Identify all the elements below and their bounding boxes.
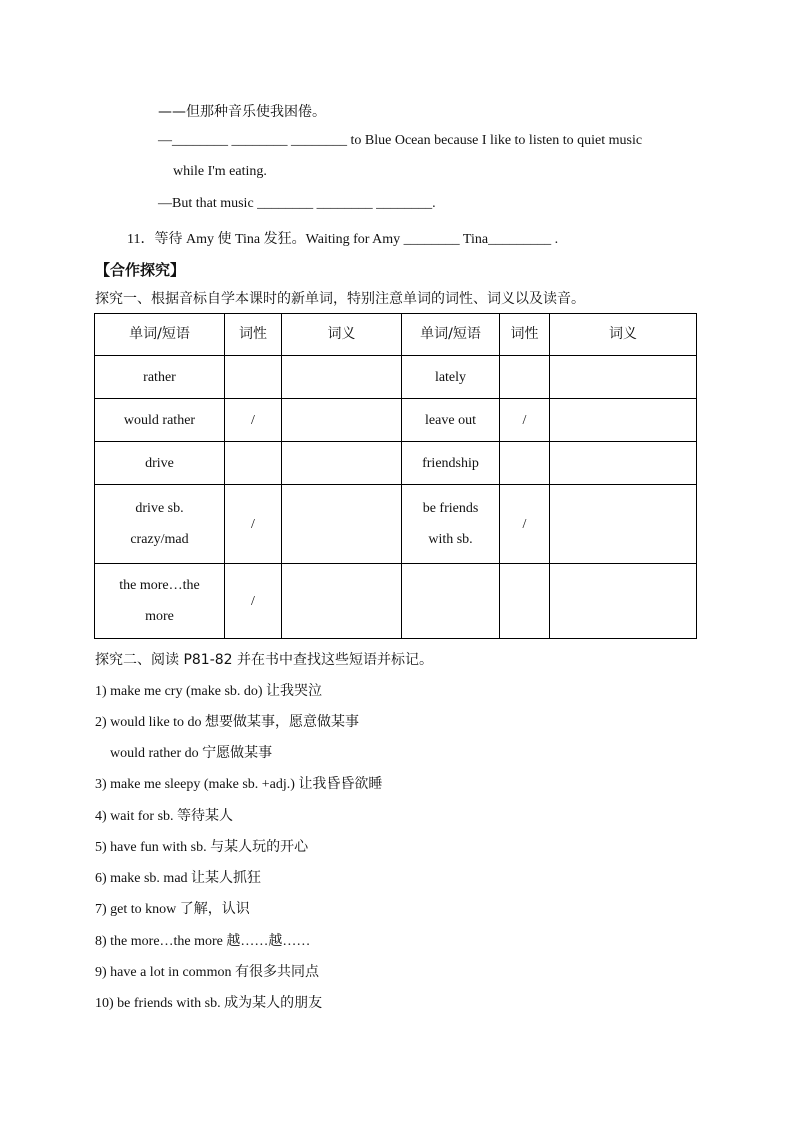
word-line: the more…the bbox=[119, 578, 200, 593]
word-cell: drive bbox=[95, 442, 225, 485]
word-cell: rather bbox=[95, 356, 225, 399]
word-cell: friendship bbox=[402, 442, 500, 485]
pos-cell[interactable] bbox=[500, 564, 550, 639]
phrase-item: 5) have fun with sb. 与某人玩的开心 bbox=[95, 840, 309, 855]
table-row bbox=[95, 485, 697, 564]
pos-cell: / bbox=[500, 485, 550, 564]
meaning-cell[interactable] bbox=[282, 356, 402, 399]
word-line: with sb. bbox=[428, 532, 473, 547]
meaning-cell[interactable] bbox=[550, 442, 697, 485]
word-line: crazy/mad bbox=[130, 532, 189, 547]
table-row bbox=[95, 442, 697, 485]
header-cell: 词义 bbox=[282, 314, 402, 356]
translation-line: ——但那种音乐使我困倦。 bbox=[158, 104, 326, 120]
table-row bbox=[95, 356, 697, 399]
phrase-item: 8) the more…the more 越……越…… bbox=[95, 934, 311, 949]
table-header-row bbox=[95, 314, 697, 356]
word-line: more bbox=[145, 609, 174, 624]
question-11: 11．等待 Amy 使 Tina 发狂。Waiting for Amy ________ Tina_________ . bbox=[127, 232, 559, 247]
phrase-item: 6) make sb. mad 让某人抓狂 bbox=[95, 871, 262, 886]
meaning-cell[interactable] bbox=[550, 564, 697, 639]
word-cell: leave out bbox=[402, 399, 500, 442]
pos-cell: / bbox=[225, 399, 282, 442]
pos-cell[interactable] bbox=[500, 442, 550, 485]
pos-cell: / bbox=[500, 399, 550, 442]
pos-cell[interactable] bbox=[225, 356, 282, 399]
pos-cell: / bbox=[225, 564, 282, 639]
inquiry2-intro: 探究二、阅读 P81-82 并在书中查找这些短语并标记。 bbox=[95, 652, 434, 668]
fill-blank-line: —But that music ________ ________ ________. bbox=[158, 196, 436, 211]
phrase-item: 7) get to know 了解，认识 bbox=[95, 902, 250, 917]
table-row bbox=[95, 564, 697, 639]
word-cell: would rather bbox=[95, 399, 225, 442]
meaning-cell[interactable] bbox=[550, 485, 697, 564]
word-line: be friends bbox=[422, 501, 479, 516]
meaning-cell[interactable] bbox=[282, 485, 402, 564]
word-cell bbox=[95, 564, 225, 639]
header-cell: 词性 bbox=[500, 314, 550, 356]
meaning-cell[interactable] bbox=[282, 442, 402, 485]
header-cell: 词义 bbox=[550, 314, 697, 356]
fill-blank-line: —________ ________ ________ to Blue Ocean because I like to listen to quiet music bbox=[158, 133, 643, 148]
pos-cell[interactable] bbox=[225, 442, 282, 485]
header-cell: 词性 bbox=[225, 314, 282, 356]
phrase-item: 2) would like to do 想要做某事，愿意做某事 bbox=[95, 715, 360, 730]
pos-cell[interactable] bbox=[500, 356, 550, 399]
word-cell[interactable] bbox=[402, 564, 500, 639]
phrase-item: 10) be friends with sb. 成为某人的朋友 bbox=[95, 996, 323, 1011]
table-row bbox=[95, 399, 697, 442]
phrase-item: 3) make me sleepy (make sb. +adj.) 让我昏昏欲睡 bbox=[95, 777, 383, 792]
inquiry1-intro: 探究一、根据音标自学本课时的新单词，特别注意单词的词性、词义以及读音。 bbox=[95, 291, 585, 307]
fill-blank-line-continued: while I'm eating. bbox=[173, 164, 267, 179]
phrase-item: 9) have a lot in common 有很多共同点 bbox=[95, 965, 319, 980]
meaning-cell[interactable] bbox=[282, 564, 402, 639]
phrase-item: 1) make me cry (make sb. do) 让我哭泣 bbox=[95, 684, 323, 699]
header-cell: 单词/短语 bbox=[402, 314, 500, 356]
section-heading: 【合作探究】 bbox=[95, 261, 186, 279]
word-cell bbox=[402, 485, 500, 564]
word-cell bbox=[95, 485, 225, 564]
phrase-item-sub: would rather do 宁愿做某事 bbox=[110, 746, 273, 761]
meaning-cell[interactable] bbox=[282, 399, 402, 442]
phrase-item: 4) wait for sb. 等待某人 bbox=[95, 809, 234, 824]
meaning-cell[interactable] bbox=[550, 356, 697, 399]
pos-cell: / bbox=[225, 485, 282, 564]
word-cell: lately bbox=[402, 356, 500, 399]
vocab-table bbox=[94, 313, 697, 639]
word-line: drive sb. bbox=[135, 501, 184, 516]
meaning-cell[interactable] bbox=[550, 399, 697, 442]
header-cell: 单词/短语 bbox=[95, 314, 225, 356]
